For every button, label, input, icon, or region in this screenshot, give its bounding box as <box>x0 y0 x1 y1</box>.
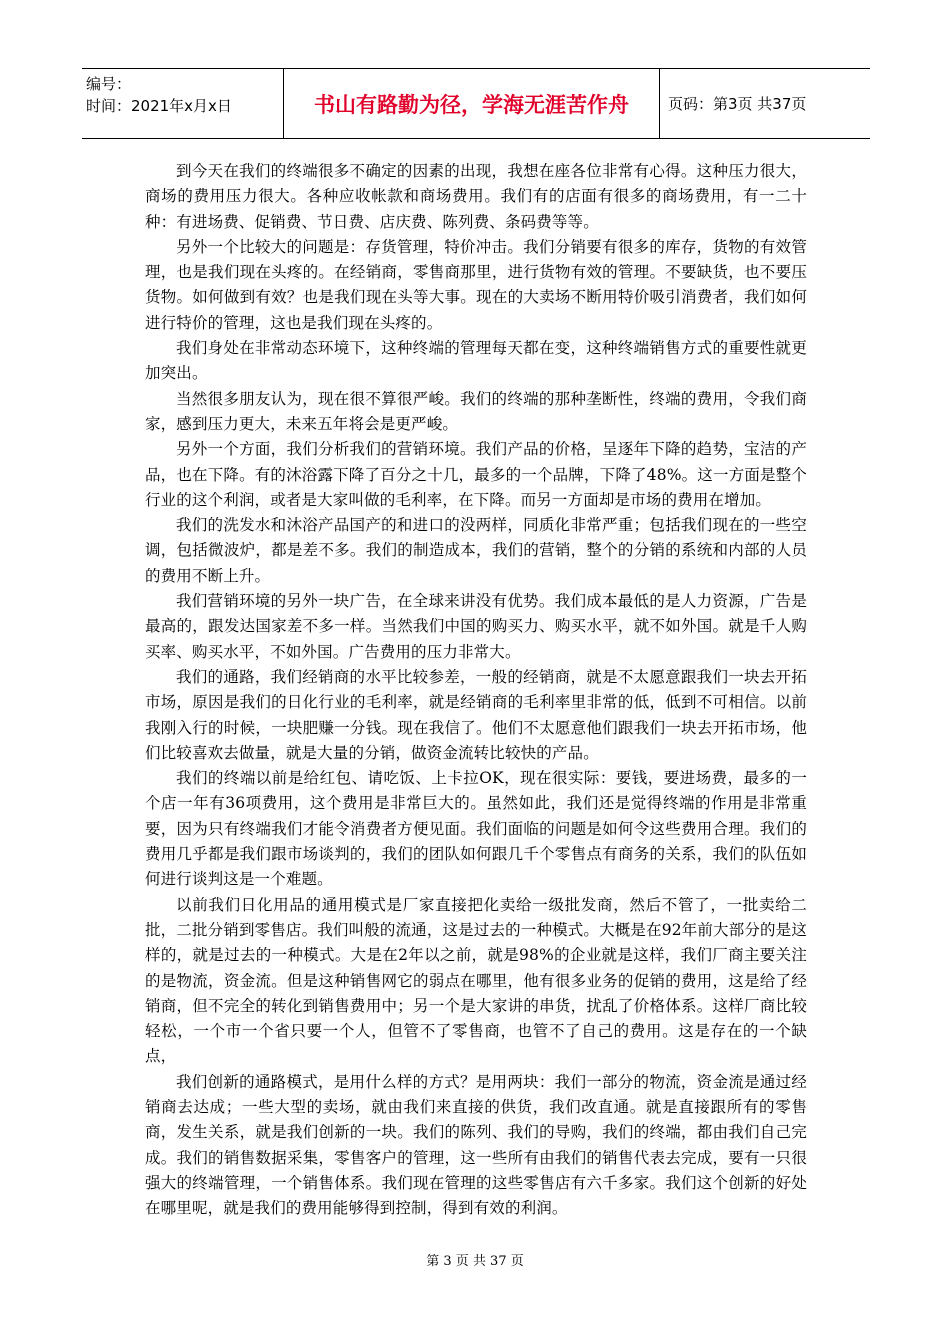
header-motto: 书山有路勤为径，学海无涯苦作舟 <box>283 69 660 138</box>
paragraph: 我们营销环境的另外一块广告，在全球来讲没有优势。我们成本最低的是人力资源，广告是最高的，跟发达国家差不多一样。当然我们中国的购买力、购买水平，就不如外国。就是千人购买率、购买水平，不如外国。广告费用的压力非常大。 <box>145 592 807 661</box>
paragraph: 当然很多朋友认为，现在很不算很严峻。我们的终端的那种垄断性，终端的费用，令我们商家，感到压力更大，未来五年将会是更严峻。 <box>145 389 807 433</box>
header-page-label: 页码：第3页 共37页 <box>668 95 807 113</box>
paragraph: 我们的洗发水和沐浴产品国产的和进口的没两样，同质化非常严重；包括我们现在的一些空调，包括微波炉，都是差不多。我们的制造成本，我们的营销，整个的分销的系统和内部的人员的费用不断上升。 <box>145 516 807 585</box>
paragraph: 我们的通路，我们经销商的水平比较参差，一般的经销商，就是不太愿意跟我们一块去开拓市场，原因是我们的日化行业的毛利率，就是经销商的毛利率里非常的低，低到不可相信。以前我刚入行的时候，一块肥赚一分钱。现在我信了。他们不太愿意他们跟我们一块去开拓市场，他们比较喜欢去做量，就是大量的分销，做资金流转比较快的产品。 <box>145 667 807 762</box>
paragraph: 我们身处在非常动态环境下，这种终端的管理每天都在变，这种终端销售方式的重要性就更加突出。 <box>145 339 807 383</box>
page-footer: 第 3 页 共 37 页 <box>426 1254 524 1269</box>
paragraph: 到今天在我们的终端很多不确定的因素的出现，我想在座各位非常有心得。这种压力很大，商场的费用压力很大。各种应收帐款和商场费用。我们有的店面有很多的商场费用，有一二十种：有进场费、促销费、节日费、店庆费、陈列费、条码费等等。 <box>145 162 807 231</box>
paragraph: 另外一个比较大的问题是：存货管理，特价冲击。我们分销要有很多的库存，货物的有效管理，也是我们现在头疼的。在经销商，零售商那里，进行货物有效的管理。不要缺货，也不要压货物。如何做到有效？也是我们现在头等大事。现在的大卖场不断用特价吸引消费者，我们如何进行特价的管理，这也是我们现在头疼的。 <box>145 237 807 332</box>
paragraph: 我们的终端以前是给红包、请吃饭、上卡拉OK，现在很实际：要钱，要进场费，最多的一个店一年有36项费用，这个费用是非常巨大的。虽然如此，我们还是觉得终端的作用是非常重要，因为只有终端我们才能令消费者方便见面。我们面临的问题是如何令这些费用合理。我们的费用几乎都是我们跟市场谈判的，我们的团队如何跟几千个零售点有商务的关系，我们的队伍如何进行谈判这是一个难题。 <box>145 769 807 889</box>
page-header <box>82 68 870 139</box>
document-body <box>145 159 807 1221</box>
paragraph: 我们创新的通路模式，是用什么样的方式？是用两块：我们一部分的物流，资金流是通过经销商去达成；一些大型的卖场，就由我们来直接的供货，我们改直通。就是直接跟所有的零售商，发生关系，就是我们创新的一块。我们的陈列、我们的导购，我们的终端，都由我们自己完成。我们的销售数据采集，零售客户的管理，这一些所有由我们的销售代表去完成，要有一只很强大的终端管理，一个销售体系。我们现在管理的这些零售店有六千多家。我们这个创新的好处在哪里呢，就是我们的费用能够得到控制，得到有效的利润。 <box>145 1072 807 1218</box>
time-label: 时间：2021年x月x日 <box>86 97 232 115</box>
paragraph: 另外一个方面，我们分析我们的营销环境。我们产品的价格，呈逐年下降的趋势，宝洁的产品，也在下降。有的沐浴露下降了百分之十几，最多的一个品牌，下降了48%。这一方面是整个行业的这个利润，或者是大家叫做的毛利率，在下降。而另一方面却是市场的费用在增加。 <box>145 440 807 509</box>
paragraph: 以前我们日化用品的通用模式是厂家直接把化卖给一级批发商，然后不管了，一批卖给二批，二批分销到零售店。我们叫般的流通，这是过去的一种模式。大概是在92年前大部分的是这样的，就是过去的一种模式。大是在2年以之前，就是98%的企业就是这样，我们厂商主要关注的是物流，资金流。但是这种销售网它的弱点在哪里，他有很多业务的促销的费用，这是给了经销商，但不完全的转化到销售费用中；另一个是大家讲的串货，扰乱了价格体系。这样厂商比较轻松，一个市一个省只要一个人，但管不了零售商，也管不了自己的费用。这是存在的一个缺点， <box>145 895 807 1066</box>
serial-label: 编号： <box>86 75 132 93</box>
header-meta <box>82 69 283 138</box>
